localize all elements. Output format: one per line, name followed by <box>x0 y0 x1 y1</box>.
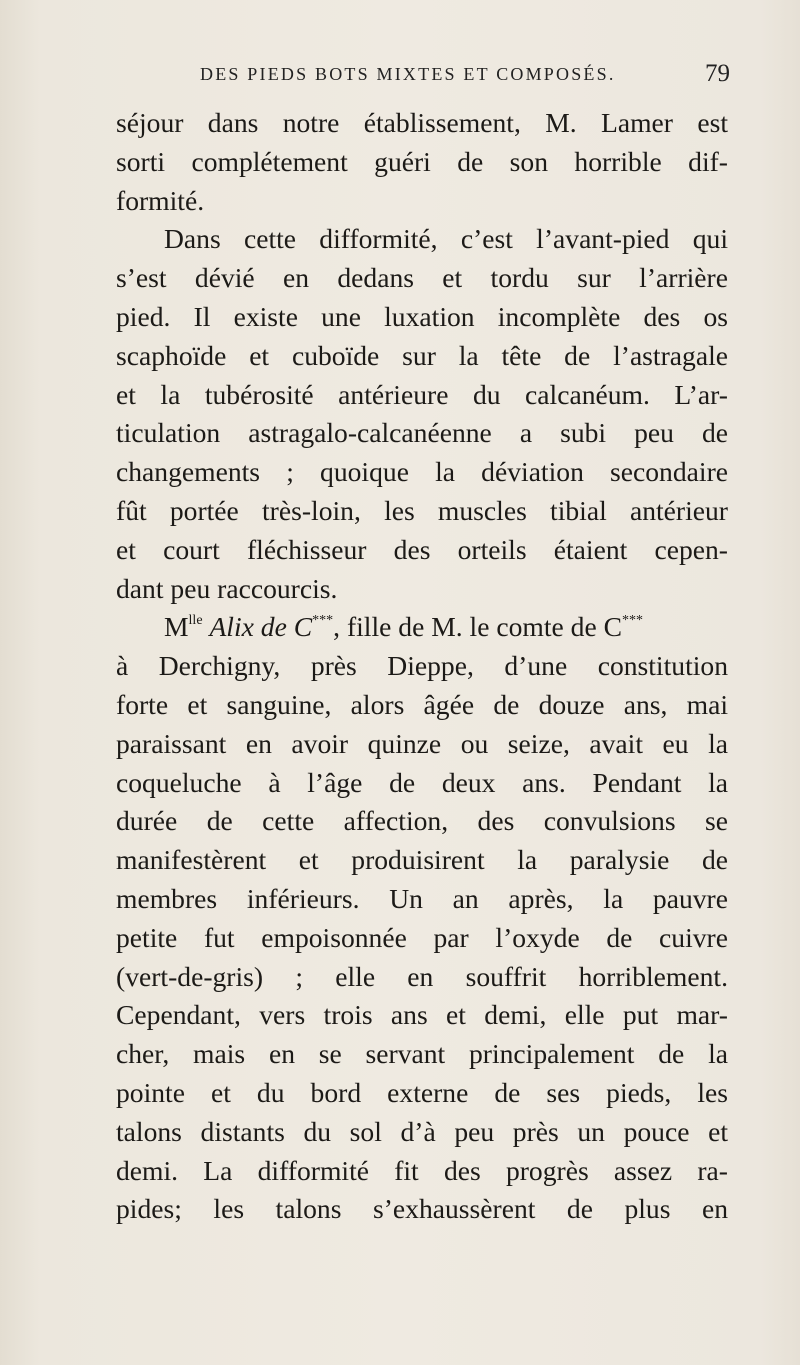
text-line: à Derchigny, près Dieppe, d’une constitution <box>116 650 728 682</box>
person-name: Alix de C <box>209 611 313 643</box>
text-line: cher, mais en se servant principalement de la <box>116 1038 728 1070</box>
body-text <box>116 104 728 1229</box>
text-line: fût portée très-loin, les muscles tibial antérieur <box>116 494 728 526</box>
text-line: membres inférieurs. Un an après, la pauvre <box>116 882 728 914</box>
text-line: pides; les talons s’exhaussèrent de plus en <box>116 1193 728 1225</box>
text-line: et la tubérosité antérieure du calcanéum. L’ar- <box>116 378 728 410</box>
text-line: séjour dans notre établissement, M. Lamer est <box>116 107 728 138</box>
title-abbreviation: M <box>164 611 189 643</box>
text-line: manifestèrent et produisirent la paralysie de <box>116 844 728 876</box>
paragraph-first-line: Dans cette difformité, c’est l’avant-pied qui <box>164 223 728 255</box>
end-asterisks: *** <box>622 613 644 629</box>
text-line: durée de cette affection, des convulsions se <box>116 805 728 837</box>
text-line: scaphoïde et cuboïde sur la tête de l’astragale <box>116 339 728 371</box>
text-line: sorti complétement guéri de son horrible dif- <box>116 145 728 177</box>
title-superscript: lle <box>188 613 203 629</box>
name-asterisks: *** <box>312 613 334 629</box>
text-line: coqueluche à l’âge de deux ans. Pendant la <box>116 766 728 798</box>
text-line: s’est dévié en dedans et tordu sur l’arrière <box>116 262 728 294</box>
page-number: 79 <box>705 60 730 87</box>
text-line: petite fut empoisonnée par l’oxyde de cuivre <box>116 921 728 953</box>
text-line: paraissant en avoir quinze ou seize, avait eu la <box>116 727 728 759</box>
text-line: et court fléchisseur des orteils étaient cepen- <box>116 533 728 565</box>
text-line: ticulation astragalo-calcanéenne a subi peu de <box>116 417 728 449</box>
text-line: Cependant, vers trois ans et demi, elle put mar- <box>116 999 728 1031</box>
mention-text: , fille de M. le comte de C <box>333 611 623 643</box>
text-line: formité. <box>116 184 205 216</box>
text-line: talons distants du sol d’à peu près un pouce et <box>116 1115 728 1147</box>
page-header <box>200 60 730 94</box>
text-line: changements ; quoique la déviation secondaire <box>116 456 728 488</box>
text-line: forte et sanguine, alors âgée de douze ans, mai <box>116 688 728 720</box>
running-title: DES PIEDS BOTS MIXTES ET COMPOSÉS. <box>200 64 616 84</box>
paragraph-first-line <box>116 608 728 647</box>
text-line: pointe et du bord externe de ses pieds, les <box>116 1076 728 1108</box>
text-line: (vert-de-gris) ; elle en souffrit horriblement. <box>116 960 728 992</box>
text-line: demi. La difformité fit des progrès assez ra- <box>116 1154 728 1186</box>
text-line: pied. Il existe une luxation incomplète des os <box>116 300 728 332</box>
text-line: dant peu raccourcis. <box>116 572 338 604</box>
